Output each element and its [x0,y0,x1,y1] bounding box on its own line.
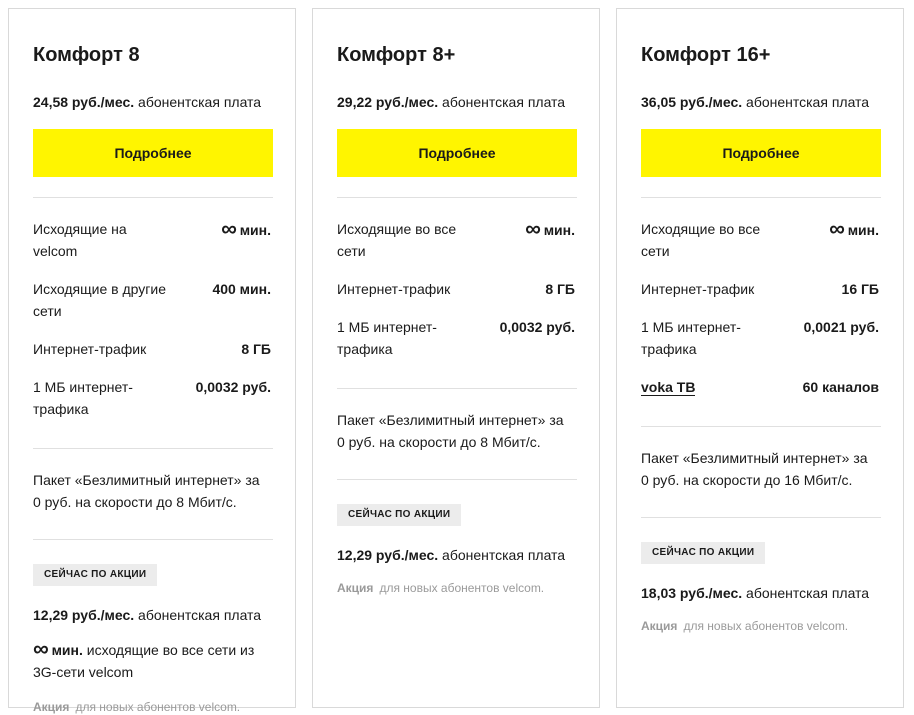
feature-row [33,338,271,360]
promo-note [337,580,575,596]
tariff-card-komfort-16-plus [616,8,904,708]
fee-value: 24,58 руб./мес. [33,94,135,110]
feature-row [337,316,575,360]
feature-value: 0,0021 руб. [803,319,879,335]
tariff-fee [641,93,879,111]
feature-label: Исходящие на velcom [33,221,127,259]
package-description: Пакет «Безлимитный интернет» за 0 руб. на скорости до 16 Мбит/с. [641,450,868,488]
promo-fee-value: 12,29 руб./мес. [33,607,135,623]
note-label: Акция [33,700,70,714]
feature-row [33,218,271,262]
feature-label: Исходящие во все сети [337,221,457,259]
feature-label: Интернет-трафик [33,341,147,357]
promo-fee-label: абонентская плата [138,607,262,623]
promo-section [33,540,271,715]
feature-label: Интернет-трафик [337,281,451,297]
features-list [33,198,271,448]
feature-label [641,376,781,398]
feature-value: ∞ мин. [221,216,271,241]
tariff-title: Комфорт 8+ [337,44,456,66]
feature-row [337,218,575,262]
feature-label: 1 МБ интернет-трафика [337,319,437,357]
promo-fee-label: абонентская плата [442,547,566,563]
feature-row [641,376,879,398]
tariff-fee [337,93,575,111]
infinity-icon: ∞ [33,636,48,661]
package-description: Пакет «Безлимитный интернет» за 0 руб. на скорости до 8 Мбит/с. [337,412,564,450]
features-list [337,198,575,388]
tariff-card-komfort-8-plus [312,8,600,708]
feature-row [33,278,271,322]
promo-badge: СЕЙЧАС ПО АКЦИИ [641,542,765,564]
details-button[interactable]: Подробнее [641,129,881,177]
promo-fee [337,546,575,564]
feature-row [33,376,271,420]
feature-label: Интернет-трафик [641,281,755,297]
promo-section [337,480,575,596]
feature-row [641,316,879,360]
feature-value: 0,0032 руб. [499,319,575,335]
promo-extra: ∞ мин. исходящие во все сети из 3G-сети velcom [33,636,255,680]
feature-row [641,218,879,262]
note-label: Акция [337,581,374,595]
feature-row [641,278,879,300]
tariff-title: Комфорт 8 [33,44,140,66]
details-button[interactable]: Подробнее [337,129,577,177]
promo-fee [641,584,879,602]
feature-label: 1 МБ интернет-трафика [33,379,133,417]
package-description: Пакет «Безлимитный интернет» за 0 руб. на скорости до 8 Мбит/с. [33,472,260,510]
tariff-fee [33,93,271,111]
promo-fee-label: абонентская плата [746,585,870,601]
promo-badge: СЕЙЧАС ПО АКЦИИ [33,564,157,586]
fee-label: абонентская плата [442,94,566,110]
promo-fee-value: 18,03 руб./мес. [641,585,743,601]
feature-value: 8 ГБ [241,341,271,357]
infinity-icon: ∞ [221,216,236,241]
promo-fee [33,606,271,624]
voka-tv-link[interactable]: voka TB [641,379,696,395]
note-label: Акция [641,619,678,633]
infinity-icon: ∞ [525,216,540,241]
promo-note [641,618,879,634]
feature-value: 0,0032 руб. [195,379,271,395]
note-text: для новых абонентов velcom. [75,700,241,714]
feature-label: Исходящие в другие сети [33,281,166,319]
note-text: для новых абонентов velcom. [379,581,545,595]
feature-value: ∞ мин. [525,216,575,241]
feature-value: ∞ мин. [829,216,879,241]
details-button[interactable]: Подробнее [33,129,273,177]
tariff-card-komfort-8 [8,8,296,714]
fee-value: 36,05 руб./мес. [641,94,743,110]
promo-note [33,699,271,715]
feature-row [337,278,575,300]
feature-value: 16 ГБ [841,281,879,297]
feature-label: 1 МБ интернет-трафика [641,319,741,357]
feature-value: 400 мин. [212,281,271,297]
feature-value: 8 ГБ [545,281,575,297]
infinity-icon: ∞ [829,216,844,241]
promo-section [641,518,879,634]
note-text: для новых абонентов velcom. [683,619,849,633]
feature-value: 60 каналов [802,379,879,395]
fee-label: абонентская плата [746,94,870,110]
fee-label: абонентская плата [138,94,262,110]
promo-badge: СЕЙЧАС ПО АКЦИИ [337,504,461,526]
feature-label: Исходящие во все сети [641,221,761,259]
fee-value: 29,22 руб./мес. [337,94,439,110]
tariff-title: Комфорт 16+ [641,44,771,66]
features-list [641,198,879,426]
promo-fee-value: 12,29 руб./мес. [337,547,439,563]
